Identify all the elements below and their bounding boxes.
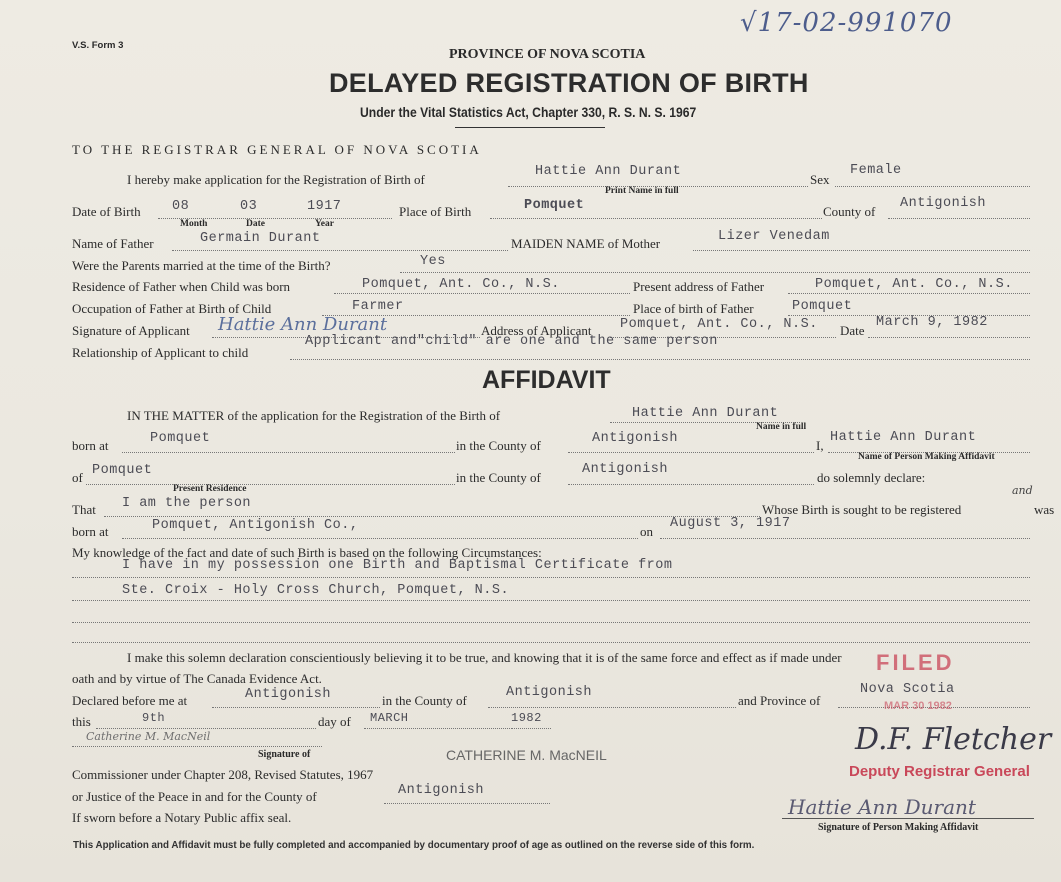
res-county-field[interactable]: Antigonish <box>582 462 669 477</box>
present-residence-caption: Present Residence <box>173 484 247 494</box>
page-title: DELAYED REGISTRATION OF BIRTH <box>329 68 809 98</box>
knowledge-text: My knowledge of the fact and date of such Birth is based on the following Circumstances: <box>72 545 542 560</box>
and-correction: and <box>1012 484 1033 497</box>
justice-line: or Justice of the Peace in and for the County of <box>72 789 317 804</box>
father-pob-label: Place of birth of Father <box>633 301 754 316</box>
on-label: on <box>640 524 653 539</box>
sex-field[interactable]: Female <box>850 163 902 178</box>
address-label: Address of Applicant <box>481 323 592 338</box>
was-text: was <box>1034 502 1055 517</box>
matter-name-field[interactable]: Hattie Ann Durant <box>632 406 779 421</box>
born-at2-label: born at <box>72 524 109 539</box>
mother-name-field[interactable]: Lizer Venedam <box>718 229 830 244</box>
application-intro: I hereby make application for the Registration of Birth of <box>127 172 425 187</box>
commissioner-name-stamp: CATHERINE M. MacNEIL <box>446 747 607 763</box>
commissioner-signature: Catherine M. MacNeil <box>86 730 211 743</box>
born-county-field[interactable]: Antigonish <box>592 431 679 446</box>
father-name-field[interactable]: Germain Durant <box>200 231 321 246</box>
county-field[interactable]: Antigonish <box>900 196 987 211</box>
born-county-label: in the County of <box>456 438 541 453</box>
affiant-signature: Hattie Ann Durant <box>788 795 976 819</box>
footer-note: This Application and Affidavit must be fully completed and accompanied by documentary proof of age as outlined on the reverse side of this form. <box>73 840 755 851</box>
dob-day-field[interactable]: 03 <box>240 199 258 214</box>
declare-text: do solemnly declare: <box>817 470 926 485</box>
notary-note: If sworn before a Notary Public affix seal. <box>72 810 292 825</box>
present-address-field[interactable]: Pomquet, Ant. Co., N.S. <box>815 277 1013 292</box>
relationship-label: Relationship of Applicant to child <box>72 345 249 360</box>
pob-label: Place of Birth <box>399 204 472 219</box>
year-caption: Year <box>315 219 334 229</box>
year-field[interactable]: 1982 <box>511 711 542 725</box>
of-label: of <box>72 470 83 485</box>
relationship-field[interactable]: Applicant and"child" are one and the same person <box>305 334 718 349</box>
applicant-signature: Hattie Ann Durant <box>218 314 388 335</box>
affidavit-heading: AFFIDAVIT <box>482 366 611 394</box>
province-label: and Province of <box>738 693 821 708</box>
print-name-note: Print Name in full <box>605 186 679 196</box>
filed-stamp: FILED <box>876 650 955 675</box>
month-caption: Month <box>180 219 208 229</box>
title-rule <box>455 127 605 128</box>
affiant-caption: Name of Person Making Affidavit <box>858 452 995 462</box>
address-field[interactable]: Pomquet, Ant. Co., N.S. <box>620 317 818 332</box>
day-of-label: day of <box>318 714 351 729</box>
justice-county-field[interactable]: Antigonish <box>398 783 485 798</box>
day-caption: Date <box>246 219 265 229</box>
father-label: Name of Father <box>72 236 154 251</box>
declared-county-label: in the County of <box>382 693 467 708</box>
that-label: That <box>72 502 96 517</box>
registrar-signature: D.F. Fletcher <box>855 722 1052 757</box>
father-pob-field[interactable]: Pomquet <box>792 299 853 314</box>
sex-label: Sex <box>810 172 830 187</box>
birth-date-field[interactable]: August 3, 1917 <box>670 516 791 531</box>
occupation-label: Occupation of Father at Birth of Child <box>72 301 272 316</box>
applicant-name-field[interactable]: Hattie Ann Durant <box>535 164 682 179</box>
affiant-name-field[interactable]: Hattie Ann Durant <box>830 430 977 445</box>
province-field[interactable]: Nova Scotia <box>860 682 955 697</box>
married-label: Were the Parents married at the time of the Birth? <box>72 258 331 273</box>
form-id: V.S. Form 3 <box>72 40 124 51</box>
day-field[interactable]: 9th <box>142 711 166 725</box>
deputy-registrar-stamp: Deputy Registrar General <box>849 763 1030 780</box>
filed-date-stamp: MAR 30 1982 <box>884 700 952 712</box>
dob-month-field[interactable]: 08 <box>172 199 190 214</box>
signature-of-caption: Signature of <box>258 749 311 760</box>
born-at-field[interactable]: Pomquet <box>150 431 211 446</box>
matter-label: IN THE MATTER of the application for the Registration of the Birth of <box>127 408 501 423</box>
that-field[interactable]: I am the person <box>122 496 252 511</box>
residence-affidavit-field[interactable]: Pomquet <box>92 463 153 478</box>
signature-label: Signature of Applicant <box>72 323 190 338</box>
married-field[interactable]: Yes <box>420 254 446 269</box>
application-date-field[interactable]: March 9, 1982 <box>876 315 988 330</box>
solemn-declaration-1: I make this solemn declaration conscientiously believing it to be true, and knowing that it is of the same force and effect as if made under <box>127 650 842 665</box>
residence-label: Residence of Father when Child was born <box>72 279 291 294</box>
county-label: County of <box>823 204 876 219</box>
solemn-declaration-2: oath and by virtue of The Canada Evidence Act. <box>72 671 322 686</box>
addressee-line: TO THE REGISTRAR GENERAL OF NOVA SCOTIA <box>72 142 482 157</box>
whose-birth-text: Whose Birth is sought to be registered <box>762 502 962 517</box>
declared-county-field[interactable]: Antigonish <box>506 685 593 700</box>
circumstance-line-1[interactable]: I have in my possession one Birth and Baptismal Certificate from <box>122 558 673 573</box>
commissioner-line: Commissioner under Chapter 208, Revised Statutes, 1967 <box>72 767 374 782</box>
mother-label: MAIDEN NAME of Mother <box>511 236 661 251</box>
this-label: this <box>72 714 91 729</box>
name-in-full-caption: Name in full <box>756 422 807 432</box>
month-field[interactable]: MARCH <box>370 711 409 725</box>
i-label: I, <box>816 438 824 453</box>
declared-at-field[interactable]: Antigonish <box>245 687 332 702</box>
date-label: Date <box>840 323 865 338</box>
present-address-label: Present address of Father <box>633 279 765 294</box>
occupation-field[interactable]: Farmer <box>352 299 404 314</box>
dob-label: Date of Birth <box>72 204 141 219</box>
born-at2-field[interactable]: Pomquet, Antigonish Co., <box>152 518 359 533</box>
born-at-label: born at <box>72 438 109 453</box>
subtitle: Under the Vital Statistics Act, Chapter 330, R. S. N. S. 1967 <box>360 105 697 120</box>
province-heading: PROVINCE OF NOVA SCOTIA <box>449 47 646 62</box>
handwritten-reference: √17-02-991070 <box>740 8 953 38</box>
residence-field[interactable]: Pomquet, Ant. Co., N.S. <box>362 277 560 292</box>
declared-label: Declared before me at <box>72 693 188 708</box>
dob-year-field[interactable]: 1917 <box>307 199 342 214</box>
affiant-signature-caption: Signature of Person Making Affidavit <box>818 822 979 833</box>
res-county-label: in the County of <box>456 470 541 485</box>
circumstance-line-2[interactable]: Ste. Croix - Holy Cross Church, Pomquet, N.S. <box>122 583 510 598</box>
pob-field[interactable]: Pomquet <box>524 198 585 213</box>
